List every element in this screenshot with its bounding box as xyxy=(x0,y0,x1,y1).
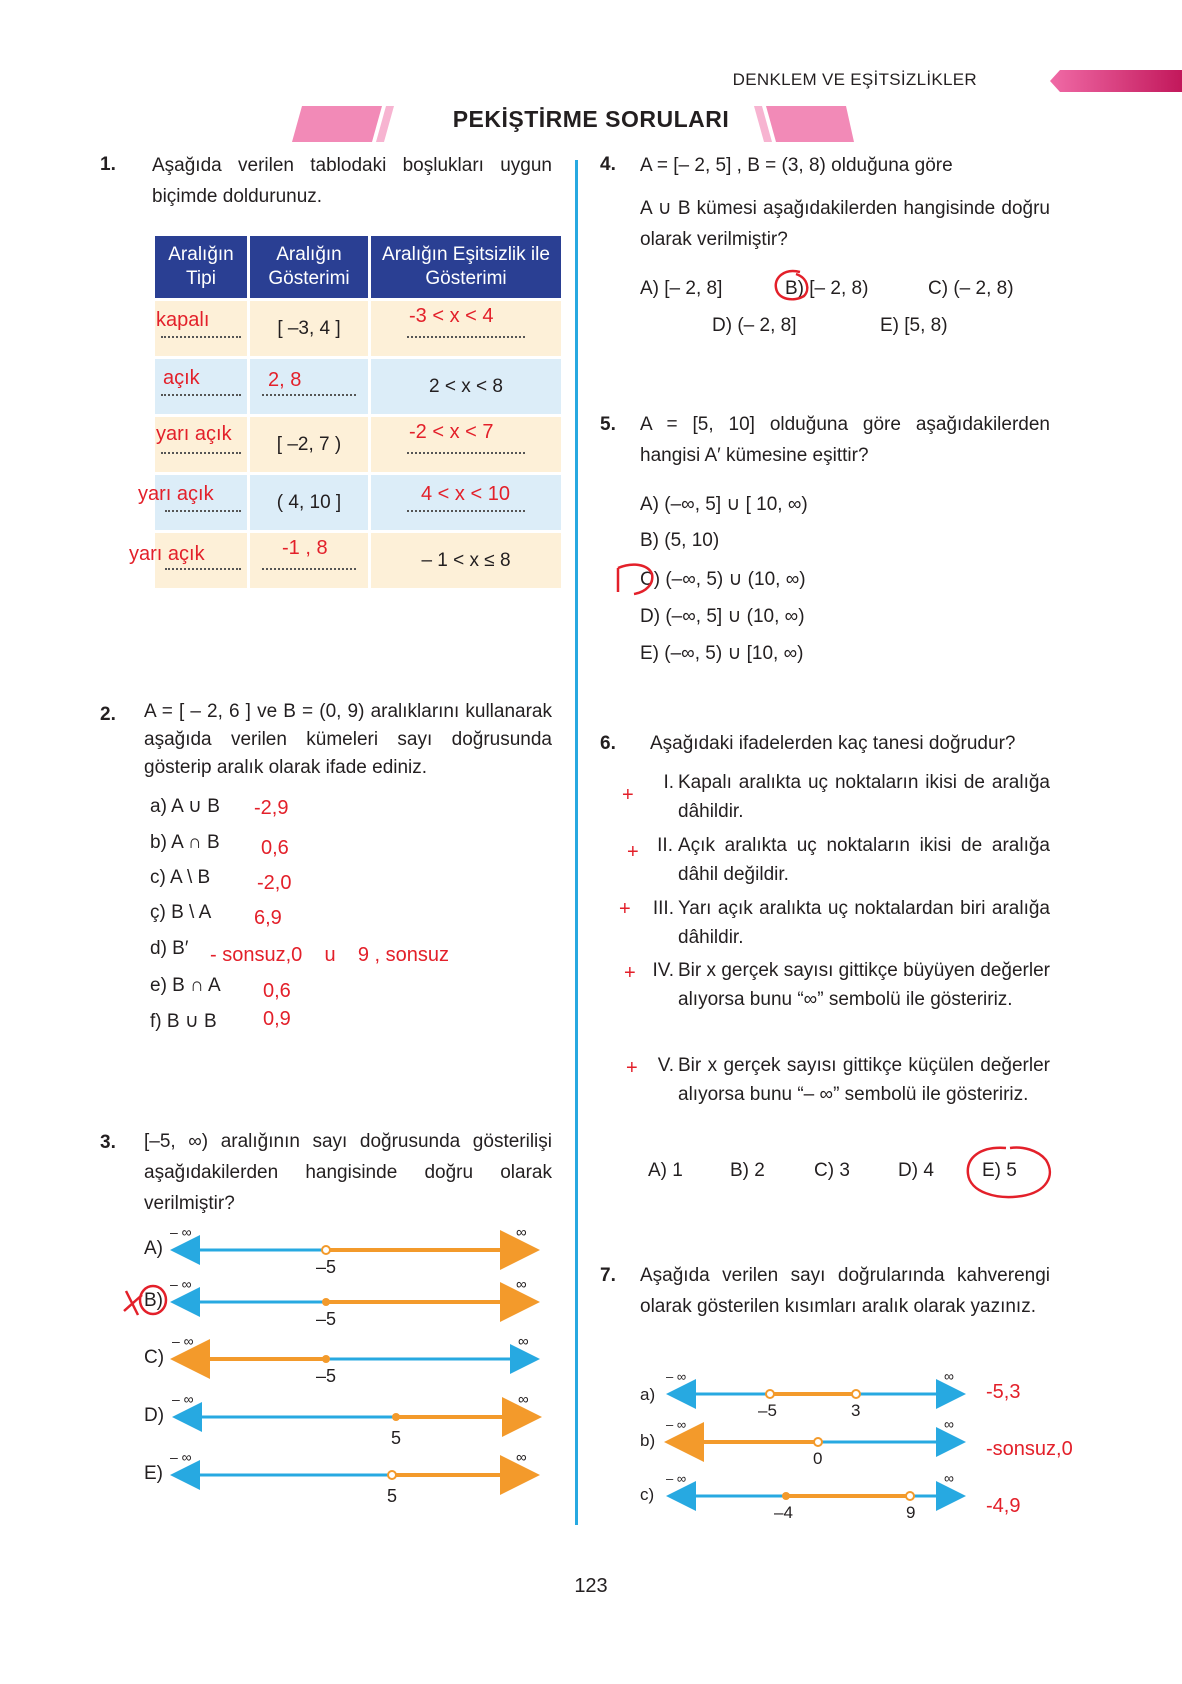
header-pink-bar xyxy=(1050,70,1182,92)
neg-infinity-label: – ∞ xyxy=(170,1449,192,1465)
q3-text: [–5, ∞) aralığının sayı doğrusunda gösterilişi aşağıdakilerden hangisinde doğru olarak verilmiştir? xyxy=(144,1131,552,1214)
pos-infinity-label: ∞ xyxy=(516,1276,527,1293)
q3-option-label: A) xyxy=(144,1238,163,1259)
neg-infinity-label: – ∞ xyxy=(170,1225,192,1240)
q6-statement: Bir x gerçek sayısı gittikçe küçülen değerler alıyorsa bunu “– ∞” sembolü ile gösteririz. xyxy=(678,1055,1050,1105)
q4-option: D) (– 2, 8] xyxy=(712,315,797,336)
table-cell: ( 4, 10 ] xyxy=(250,475,368,530)
check-mark: + xyxy=(624,962,636,984)
q1-number: 1. xyxy=(100,154,116,175)
table-row xyxy=(155,533,561,588)
neg-infinity-label: – ∞ xyxy=(666,1471,687,1486)
pos-infinity-label: ∞ xyxy=(518,1333,529,1350)
q6-statement: Bir x gerçek sayısı gittikçe büyüyen değerler alıyorsa bunu “∞” sembolü ile gösteririz. xyxy=(678,960,1050,1010)
table-header: Aralığın Tipi xyxy=(155,236,247,298)
table-cell: 2 < x < 8 xyxy=(371,359,561,414)
q3-option-label: C) xyxy=(144,1347,165,1368)
table-cell xyxy=(250,359,368,414)
column-divider xyxy=(575,160,578,1525)
table-cell xyxy=(371,475,561,530)
handwritten-answer: -2 < x < 7 xyxy=(409,421,494,443)
pos-infinity-label: ∞ xyxy=(944,1416,954,1432)
handwritten-answer: - sonsuz,0 u 9 , sonsuz xyxy=(210,944,450,966)
roman-numeral: II. xyxy=(657,835,673,856)
table-row xyxy=(155,359,561,414)
answer-circle xyxy=(612,560,672,600)
table-cell xyxy=(371,301,561,356)
answer-circle xyxy=(960,1140,1060,1206)
point-label: 5 xyxy=(387,1486,398,1506)
neg-infinity-label: – ∞ xyxy=(172,1391,194,1407)
table-header: Aralığın Eşitsizlik ile Gösterimi xyxy=(371,236,561,298)
table-cell xyxy=(155,417,247,472)
point-label: –5 xyxy=(316,1309,337,1329)
pos-infinity-label: ∞ xyxy=(516,1225,527,1241)
q5-number: 5. xyxy=(600,414,616,435)
q7-number-lines xyxy=(630,1370,1160,1540)
q4-option: C) (– 2, 8) xyxy=(928,278,1014,299)
q6-option: A) 1 xyxy=(648,1160,683,1181)
table-row xyxy=(155,475,561,530)
q2-item-label: b) A ∩ B xyxy=(150,832,220,853)
point-label: 3 xyxy=(851,1401,861,1420)
point-label: –5 xyxy=(316,1257,337,1277)
q1-table xyxy=(129,233,564,591)
point-label: 9 xyxy=(906,1503,916,1522)
open-point xyxy=(906,1492,914,1500)
q6-option: B) 2 xyxy=(730,1160,765,1181)
q2-item-label: d) B′ xyxy=(150,938,189,959)
open-point xyxy=(388,1471,396,1479)
q4-line1: A = [– 2, 5] , B = (3, 8) olduğuna göre xyxy=(640,155,953,176)
point-label: –5 xyxy=(316,1366,337,1386)
closed-point xyxy=(322,1355,330,1363)
q5-text: A = [5, 10] olduğuna göre aşağıdakilerden hangisi A′ kümesine eşittir? xyxy=(640,414,1050,466)
handwritten-answer: açık xyxy=(163,367,200,389)
q5-option: A) (–∞, 5] ∪ [ 10, ∞) xyxy=(640,494,808,515)
q6-statement: Açık aralıkta uç noktaların ikisi de aralığa dâhil değildir. xyxy=(678,835,1050,885)
handwritten-answer: -3 < x < 4 xyxy=(409,305,494,327)
table-cell xyxy=(129,533,247,588)
roman-numeral: IV. xyxy=(652,960,674,981)
open-point xyxy=(322,1246,330,1254)
q3-option-label: B) xyxy=(144,1290,163,1311)
q6-text: Aşağıdaki ifadelerden kaç tanesi doğrudur? xyxy=(650,733,1016,754)
point-label: –4 xyxy=(774,1503,793,1522)
roman-numeral: V. xyxy=(657,1055,674,1076)
handwritten-answer: yarı açık xyxy=(129,543,205,565)
q4-option: A) [– 2, 8] xyxy=(640,278,723,299)
section-title: DENKLEM VE EŞİTSİZLİKLER xyxy=(732,70,977,89)
check-mark: + xyxy=(619,898,631,920)
table-cell: [ –3, 4 ] xyxy=(250,301,368,356)
q4-option: B) [– 2, 8) xyxy=(785,278,869,299)
handwritten-answer: 6,9 xyxy=(254,907,282,929)
q5-option: B) (5, 10) xyxy=(640,530,720,551)
table-cell xyxy=(155,359,247,414)
q6-statement: Kapalı aralıkta uç noktaların ikisi de aralığa dâhildir. xyxy=(678,772,1050,822)
handwritten-answer: -sonsuz,0 xyxy=(986,1438,1073,1460)
q3-number: 3. xyxy=(100,1132,116,1153)
pos-infinity-label: ∞ xyxy=(516,1449,527,1466)
table-cell: [ –2, 7 ) xyxy=(250,417,368,472)
check-mark: + xyxy=(622,784,634,806)
neg-infinity-label: – ∞ xyxy=(666,1370,687,1384)
q2-item-label: f) B ∪ B xyxy=(150,1011,217,1032)
point-label: –5 xyxy=(758,1401,777,1420)
q3-option-label: E) xyxy=(144,1463,163,1484)
handwritten-answer: -2,9 xyxy=(254,797,289,819)
q7-item-label: c) xyxy=(640,1485,655,1504)
q5-option: D) (–∞, 5] ∪ (10, ∞) xyxy=(640,606,805,627)
handwritten-answer: yarı açık xyxy=(156,423,232,445)
table-header: Aralığın Gösterimi xyxy=(250,236,368,298)
q7-item-label: a) xyxy=(640,1385,656,1404)
table-cell: – 1 < x ≤ 8 xyxy=(371,533,561,588)
neg-infinity-label: – ∞ xyxy=(170,1276,192,1292)
handwritten-answer: 0,6 xyxy=(261,837,289,859)
handwritten-answer: kapalı xyxy=(156,309,210,331)
q7-item-label: b) xyxy=(640,1431,656,1450)
point-label: 5 xyxy=(391,1428,402,1448)
q6-number: 6. xyxy=(600,733,616,754)
q3-number-lines xyxy=(120,1225,560,1520)
check-mark: + xyxy=(626,1057,638,1079)
q7-text: Aşağıda verilen sayı doğrularında kahverengi olarak gösterilen kısımları aralık olarak yazınız. xyxy=(640,1265,1050,1317)
q5-option: E) (–∞, 5) ∪ [10, ∞) xyxy=(640,643,804,664)
table-cell xyxy=(155,301,247,356)
handwritten-answer: -1 , 8 xyxy=(282,537,328,559)
table-cell xyxy=(138,475,247,530)
q4-option: E) [5, 8) xyxy=(880,315,948,336)
open-point xyxy=(814,1438,822,1446)
closed-point xyxy=(782,1492,790,1500)
pos-infinity-label: ∞ xyxy=(518,1391,529,1408)
q6-option: D) 4 xyxy=(898,1160,934,1181)
table-row xyxy=(155,417,561,472)
page-title: PEKİŞTİRME SORULARI xyxy=(452,106,730,132)
closed-point xyxy=(322,1298,330,1306)
q7-number: 7. xyxy=(600,1265,616,1286)
neg-infinity-label: – ∞ xyxy=(666,1417,687,1432)
handwritten-answer: 2, 8 xyxy=(268,369,302,391)
neg-infinity-label: – ∞ xyxy=(172,1333,194,1349)
pos-infinity-label: ∞ xyxy=(944,1470,954,1486)
handwritten-answer: 4 < x < 10 xyxy=(421,483,510,505)
answer-circle xyxy=(770,266,820,306)
pos-infinity-label: ∞ xyxy=(944,1370,954,1384)
page-number: 123 xyxy=(574,1575,608,1597)
handwritten-answer: -5,3 xyxy=(986,1381,1021,1403)
point-label: 0 xyxy=(813,1449,823,1468)
handwritten-answer: -4,9 xyxy=(986,1495,1021,1517)
q3-option-label: D) xyxy=(144,1405,165,1426)
open-point xyxy=(766,1390,774,1398)
closed-point xyxy=(392,1413,400,1421)
open-point xyxy=(852,1390,860,1398)
handwritten-answer: yarı açık xyxy=(138,483,214,505)
table-cell xyxy=(250,533,368,588)
table-row xyxy=(155,301,561,356)
q1-text: Aşağıda verilen tablodaki boşlukları uygun biçimde doldurunuz. xyxy=(152,155,552,207)
q2-item-label: c) A \ B xyxy=(150,867,211,888)
q2-item-label: e) B ∩ A xyxy=(150,975,221,996)
q5-option: C) (–∞, 5) ∪ (10, ∞) xyxy=(640,569,806,590)
table-cell xyxy=(371,417,561,472)
q6-statement: Yarı açık aralıkta uç noktalardan biri aralığa dâhildir. xyxy=(678,898,1050,948)
q4-number: 4. xyxy=(600,154,616,175)
q4-line2: A ∪ B kümesi aşağıdakilerden hangisinde doğru olarak verilmiştir? xyxy=(640,198,1050,250)
q2-item-label: ç) B \ A xyxy=(150,902,212,923)
q6-option: C) 3 xyxy=(814,1160,850,1181)
roman-numeral: I. xyxy=(663,772,674,793)
q2-text: A = [ – 2, 6 ] ve B = (0, 9) aralıklarını kullanarak aşağıda verilen kümeleri sayı doğrusunda gösterip aralık olarak ifade ediniz. xyxy=(144,701,552,778)
handwritten-answer: 0,6 xyxy=(263,980,291,1002)
q6-option: E) 5 xyxy=(982,1160,1017,1181)
handwritten-answer: 0,9 xyxy=(263,1008,291,1030)
q2-number: 2. xyxy=(100,704,116,725)
q2-item-label: a) A ∪ B xyxy=(150,796,220,817)
roman-numeral: III. xyxy=(652,898,674,919)
check-mark: + xyxy=(627,841,639,863)
handwritten-answer: -2,0 xyxy=(257,872,292,894)
